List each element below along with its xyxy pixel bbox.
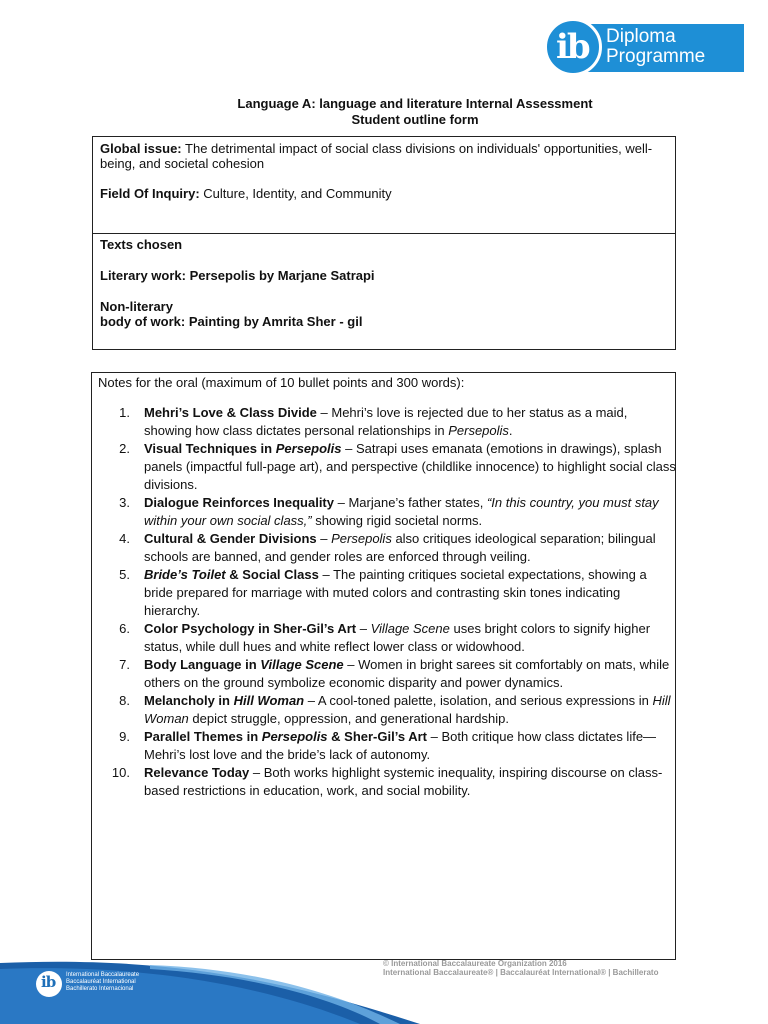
note-text-segment: “In this country, you must stay within your own social class,” bbox=[144, 495, 659, 528]
note-text-segment: Color Psychology in Sher-Gil’s Art bbox=[144, 621, 357, 636]
note-item bbox=[98, 404, 678, 440]
note-text bbox=[144, 728, 678, 764]
footer-ib-logo-icon bbox=[36, 971, 62, 997]
note-text bbox=[144, 404, 678, 440]
field-of-inquiry-label: Field Of Inquiry: bbox=[100, 186, 200, 201]
note-text-segment: . bbox=[508, 423, 513, 438]
note-text-segment: – Both critique how class dictates life—Mehri’s lost love and the bride’s lack of autonomy. bbox=[144, 729, 657, 762]
global-issue bbox=[100, 141, 668, 171]
note-text-segment: – A cool-toned palette, isolation, and serious expressions in bbox=[304, 693, 653, 708]
logo-line-1: Diploma bbox=[606, 26, 676, 47]
note-text-segment: Persepolis bbox=[448, 423, 509, 438]
note-text-segment: Village Scene bbox=[260, 657, 344, 672]
note-item bbox=[98, 692, 678, 728]
note-number: 5. bbox=[119, 567, 130, 582]
copyright-line-2: International Baccalaureate® | Baccalauréat International® | Bachillerato bbox=[383, 968, 659, 977]
note-text-segment: Village Scene bbox=[370, 621, 450, 636]
note-text-segment: Parallel Themes in bbox=[144, 729, 262, 744]
note-text-segment: Persepolis bbox=[275, 441, 342, 456]
note-text bbox=[144, 656, 678, 692]
note-text-segment: Dialogue Reinforces Inequality bbox=[144, 495, 334, 510]
note-text-segment: Mehri’s Love & Class Divide bbox=[144, 405, 317, 420]
note-item bbox=[98, 728, 678, 764]
note-number: 7. bbox=[119, 657, 130, 672]
note-text-segment: Hill Woman bbox=[233, 693, 305, 708]
note-text-segment: Hill Woman bbox=[144, 693, 671, 726]
document-title: Language A: language and literature Internal Assessment bbox=[237, 96, 593, 111]
note-text-segment: Cultural & Gender Divisions bbox=[144, 531, 317, 546]
document-header bbox=[0, 96, 768, 128]
literary-work: Literary work: Persepolis by Marjane Satrapi bbox=[100, 268, 375, 283]
note-item bbox=[98, 764, 678, 800]
footer-logo-line-3: Bachillerato Internacional bbox=[66, 986, 134, 992]
note-number: 9. bbox=[119, 729, 130, 744]
note-text bbox=[144, 764, 678, 800]
notes-box bbox=[91, 372, 676, 960]
note-text-segment: – Marjane’s father states, bbox=[334, 495, 487, 510]
texts-chosen-section bbox=[93, 234, 675, 332]
global-issue-label: Global issue: bbox=[100, 141, 182, 156]
note-text bbox=[144, 566, 678, 620]
nonliterary-line-1: Non-literary bbox=[100, 299, 173, 314]
notes-heading: Notes for the oral (maximum of 10 bullet points and 300 words): bbox=[98, 375, 465, 390]
note-text-segment: Body Language in bbox=[144, 657, 261, 672]
logo-mark: ib bbox=[556, 27, 589, 67]
note-number: 3. bbox=[119, 495, 130, 510]
note-text-segment: also critiques ideological separation; bilingual schools are banned, and gender roles are enforced through veiling. bbox=[144, 531, 656, 564]
note-item bbox=[98, 566, 678, 620]
note-text bbox=[144, 692, 678, 728]
footer-logo-line-2: Baccalauréat International bbox=[66, 979, 136, 985]
note-text bbox=[144, 620, 678, 656]
note-text-segment: & Sher-Gil’s Art bbox=[327, 729, 427, 744]
note-text-segment: Persepolis bbox=[261, 729, 328, 744]
note-item bbox=[98, 656, 678, 692]
note-text-segment: – Mehri’s love is rejected due to her status as a maid, showing how class dictates personal relationships in bbox=[144, 405, 628, 438]
note-number: 2. bbox=[119, 441, 130, 456]
field-of-inquiry bbox=[100, 186, 668, 201]
notes-list bbox=[98, 404, 678, 800]
document-subtitle: Student outline form bbox=[351, 112, 479, 127]
outline-box bbox=[92, 136, 676, 350]
note-number: 4. bbox=[119, 531, 130, 546]
diploma-programme-logo bbox=[540, 18, 744, 76]
note-number: 1. bbox=[119, 405, 130, 420]
footer-logo-line-1: International Baccalaureate bbox=[66, 972, 140, 978]
note-item bbox=[98, 440, 678, 494]
note-item bbox=[98, 530, 678, 566]
note-text-segment: Visual Techniques in bbox=[144, 441, 276, 456]
note-text-segment: uses bright colors to signify higher status, while dull hues and white reflect lower class or widowhood. bbox=[144, 621, 651, 654]
note-text-segment: Persepolis bbox=[331, 531, 392, 546]
texts-heading: Texts chosen bbox=[100, 237, 183, 252]
logo-text bbox=[606, 27, 705, 67]
note-text-segment: depict struggle, oppression, and generational hardship. bbox=[188, 711, 509, 726]
note-text-segment: showing rigid societal norms. bbox=[311, 513, 483, 528]
note-text-segment: – Both works highlight systemic inequality, inspiring discourse on class-based restrictions in education, work, and social mobility. bbox=[144, 765, 663, 798]
note-text-segment: Bride’s Toilet bbox=[144, 567, 226, 582]
note-text-segment: Melancholy in bbox=[144, 693, 234, 708]
nonliterary-line-2: body of work: Painting by Amrita Sher - gil bbox=[100, 314, 363, 329]
copyright-line-1: © International Baccalaureate Organization 2016 bbox=[383, 959, 567, 968]
note-item bbox=[98, 494, 678, 530]
note-text bbox=[144, 440, 678, 494]
note-text-segment: – Women in bright sarees sit comfortably on mats, while others on the ground symbolize economic disparity and power dynamics. bbox=[144, 657, 670, 690]
note-text-segment: – bbox=[356, 621, 371, 636]
note-text bbox=[144, 530, 678, 566]
note-text-segment: – The painting critiques societal expectations, showing a bride prepared for marriage with muted colors and contrasting skin tones indicating hierarchy. bbox=[144, 567, 647, 618]
note-item bbox=[98, 620, 678, 656]
footer-logo-mark: ib bbox=[41, 973, 56, 991]
note-number: 6. bbox=[119, 621, 130, 636]
global-issue-text: The detrimental impact of social class divisions on individuals' opportunities, well-being, and societal cohesion bbox=[100, 141, 653, 171]
note-text-segment: – bbox=[316, 531, 332, 546]
global-issue-section bbox=[93, 137, 675, 234]
note-text bbox=[144, 494, 678, 530]
note-number: 8. bbox=[119, 693, 130, 708]
note-text-segment: Relevance Today bbox=[144, 765, 250, 780]
logo-line-2: Programme bbox=[606, 46, 706, 67]
note-number: 10. bbox=[111, 765, 130, 780]
note-text-segment: & Social Class bbox=[225, 567, 319, 582]
footer-logo-text bbox=[66, 972, 139, 993]
field-of-inquiry-text: Culture, Identity, and Community bbox=[199, 186, 392, 201]
note-text-segment: – Satrapi uses emanata (emotions in drawings), splash panels (impactful full-page art), and perspective (childlike innocence) to highlight social class divisions. bbox=[144, 441, 676, 492]
ib-logo-icon bbox=[544, 18, 602, 76]
